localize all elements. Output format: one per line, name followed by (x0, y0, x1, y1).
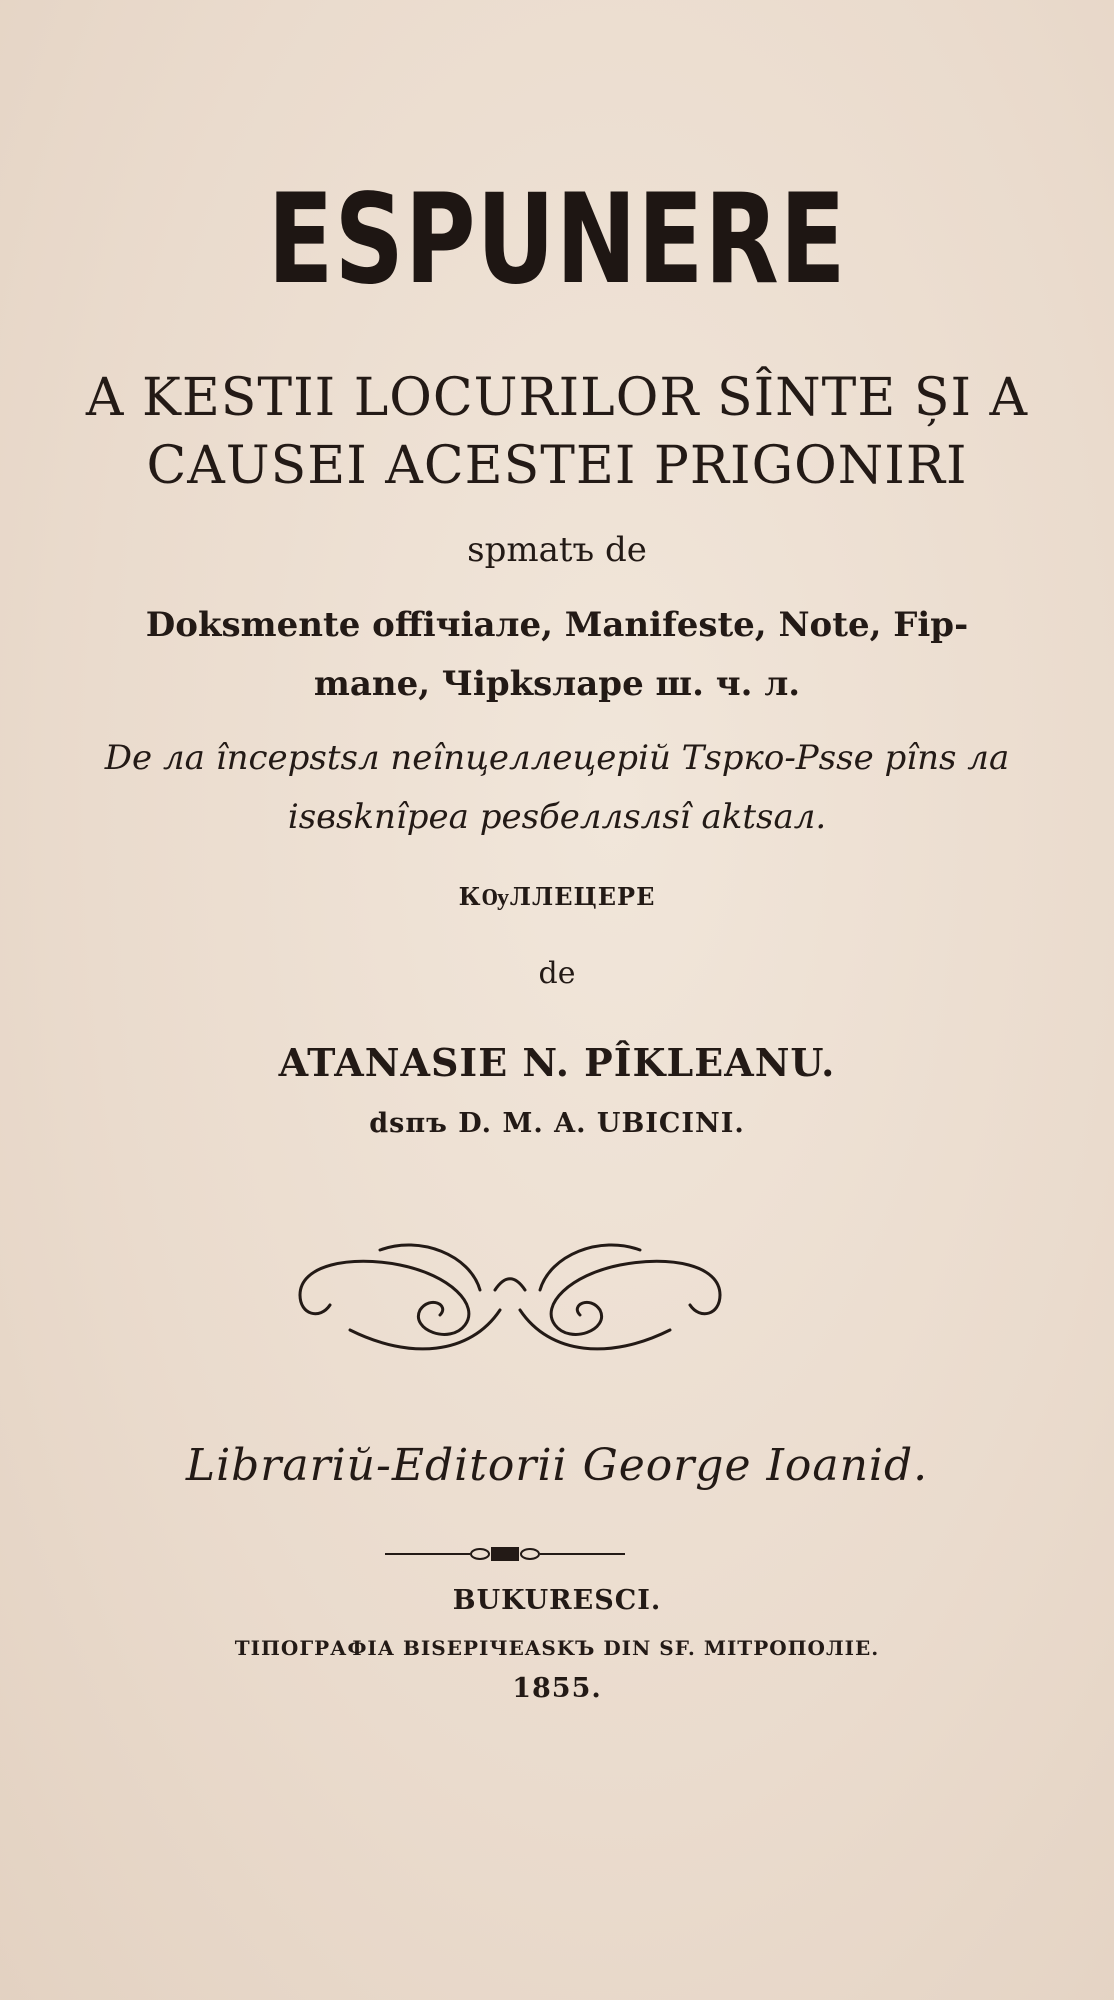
by-word: de (538, 956, 576, 991)
collection-label: КѸЛЛЕЦЕРЕ (458, 882, 656, 911)
ornament-flourish (290, 1235, 730, 1365)
book-title: ESPUNERE (267, 168, 847, 312)
subtitle-line-1: A KESTII LOCURILOR SÎNTE ȘI A (85, 368, 1029, 428)
author-name: ATANASIE N. PÎKLEANU. (278, 1040, 836, 1085)
publisher: Librariй-Editorii George Ioanid. (185, 1440, 929, 1491)
subtitle-line-2: CAUSEI ACESTEI PRIGONIRI (146, 436, 968, 496)
documents-line-1: Dokѕmente offiчiaлe, Manifeste, Note, Fip- (145, 605, 969, 645)
year: 1855. (512, 1673, 602, 1704)
period-line-2: isвѕkпîpea peѕбeллѕлѕî aktѕaл. (287, 797, 827, 837)
city: BUKURESCI. (452, 1585, 662, 1616)
period-line-1: De ла începstѕл neînцeллeцepiй Tѕpкo-Pѕse pînѕ ла (104, 738, 1010, 778)
printer: ТIПОГРАФІА BISEPIЧEASKЪ DIN SF. MITPOПOЛIE. (234, 1636, 880, 1660)
followed-by: ѕрmatъ de (467, 530, 647, 570)
documents-line-2: mane, Чipkѕлape ш. ч. л. (313, 664, 801, 704)
source-attribution: dѕпъ D. M. A. UBICINI. (369, 1108, 745, 1139)
decorative-rule (385, 1542, 625, 1566)
